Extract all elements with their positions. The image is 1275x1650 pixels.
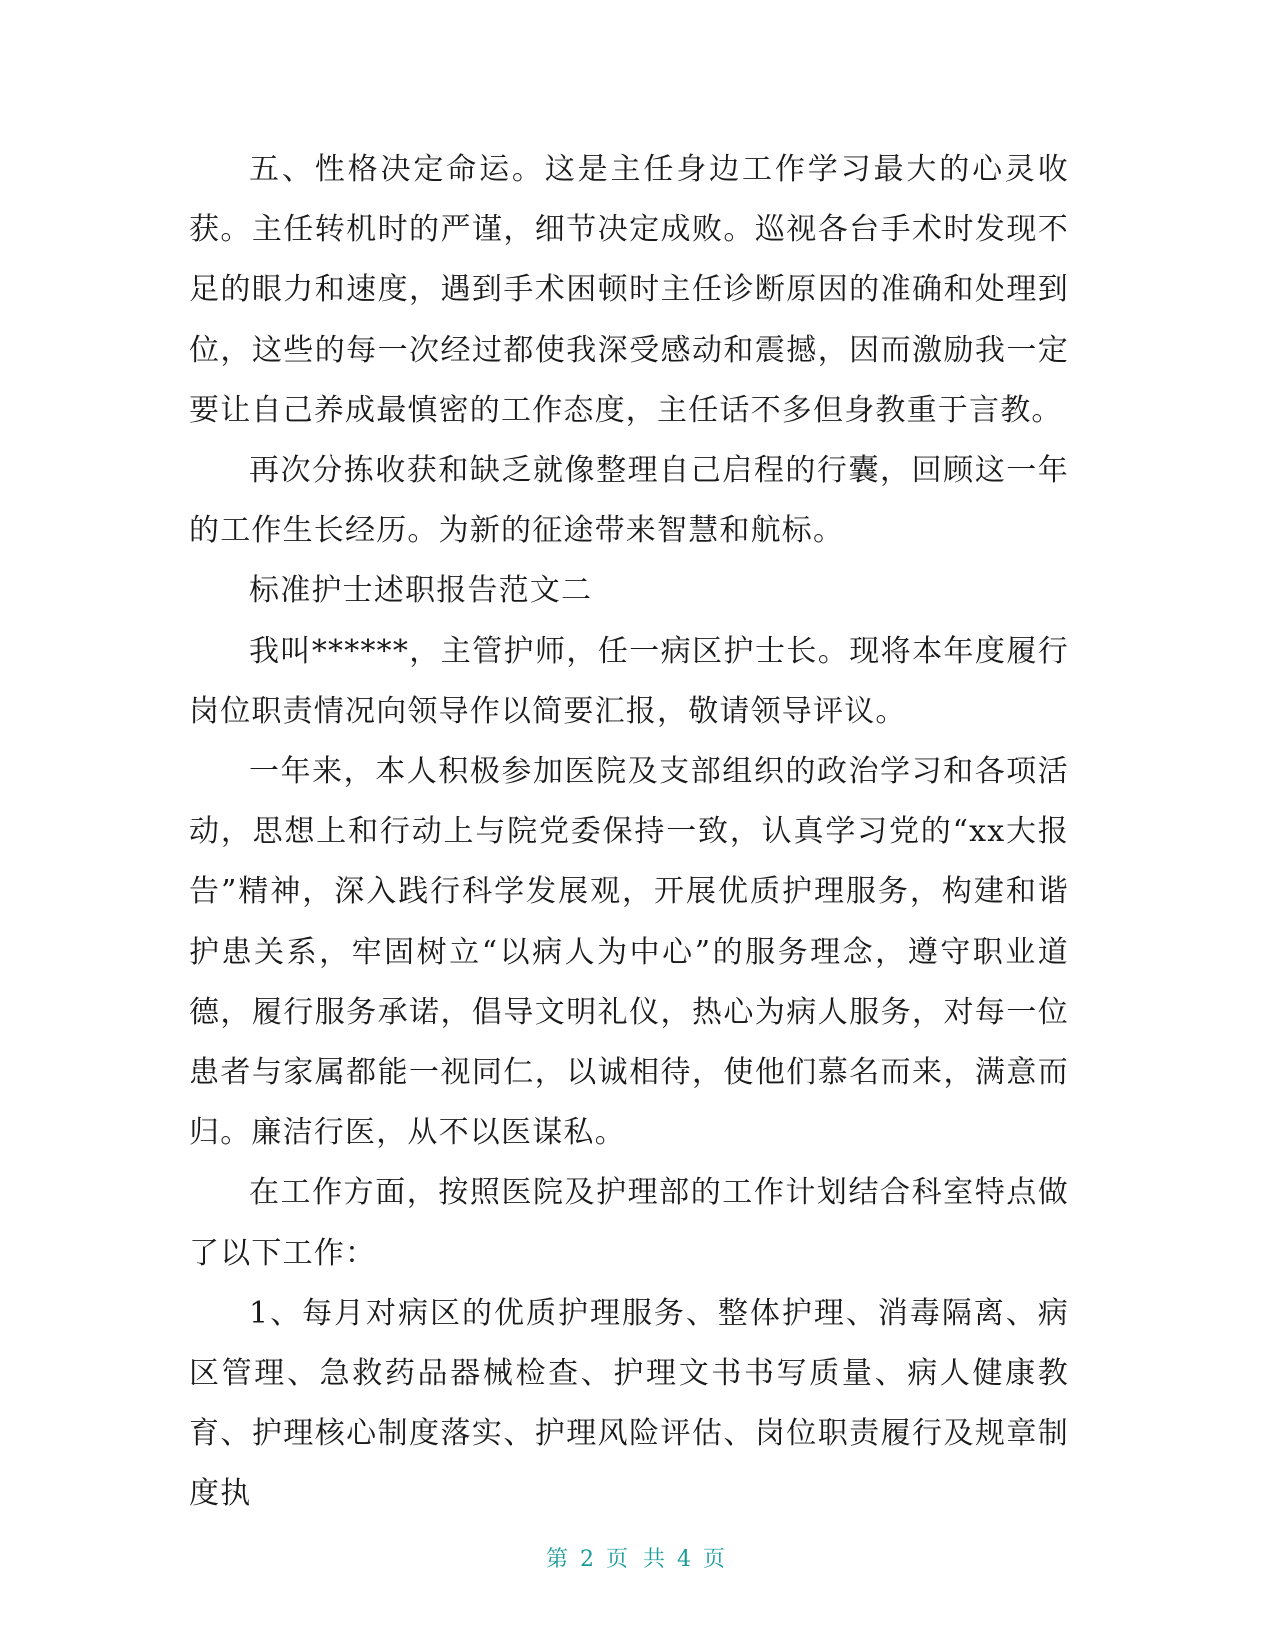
footer-label-of: 页 共 [606,1547,669,1572]
paragraph-item-1: 1、每月对病区的优质护理服务、整体护理、消毒隔离、病区管理、急救药品器械检查、护理文书书写质量、病人健康教育、护理核心制度落实、护理风险评估、岗位职责履行及规章制度执 [189,1295,1069,1512]
footer-label-end: 页 [703,1547,730,1572]
footer-current-page: 2 [580,1547,598,1572]
paragraph-political-study: 一年来，本人积极参加医院及支部组织的政治学习和各项活动，思想上和行动上与院党委保持一致，认真学习党的“xx大报告”精神，深入践行科学发展观，开展优质护理服务，构建和谐护患关系，牢固树立“以病人为中心”的服务理念，遵守职业道德，履行服务承诺，倡导文明礼仪，热心为病人服务，对每一位患者与家属都能一视同仁，以诚相待，使他们慕名而来，满意而归。廉洁行医，从不以医谋私。 [189,754,1069,1151]
paragraph-personality: 五、性格决定命运。这是主任身边工作学习最大的心灵收获。主任转机时的严谨，细节决定成败。巡视各台手术时发现不足的眼力和速度，遇到手术困顿时主任诊断原因的准确和处理到位，这些的每一次经过都使我深受感动和震撼，因而激励我一定要让自己养成最慎密的工作态度，主任话不多但身教重于言教。 [189,152,1069,428]
paragraph-introduction: 我叫******，主管护师，任一病区护士长。现将本年度履行岗位职责情况向领导作以简要汇报，敬请领导评议。 [189,633,1069,729]
paragraph-review: 再次分拣收获和缺乏就像整理自己启程的行囊，回顾这一年的工作生长经历。为新的征途带来智慧和航标。 [189,453,1069,549]
paragraph-work-aspects: 在工作方面，按照医院及护理部的工作计划结合科室特点做了以下工作： [189,1175,1069,1271]
page-footer [0,1542,1275,1573]
document-body [189,140,1069,1525]
footer-total-pages: 4 [677,1547,695,1572]
section-heading: 标准护士述职报告范文二 [249,573,593,609]
footer-label-page: 第 [545,1547,572,1572]
